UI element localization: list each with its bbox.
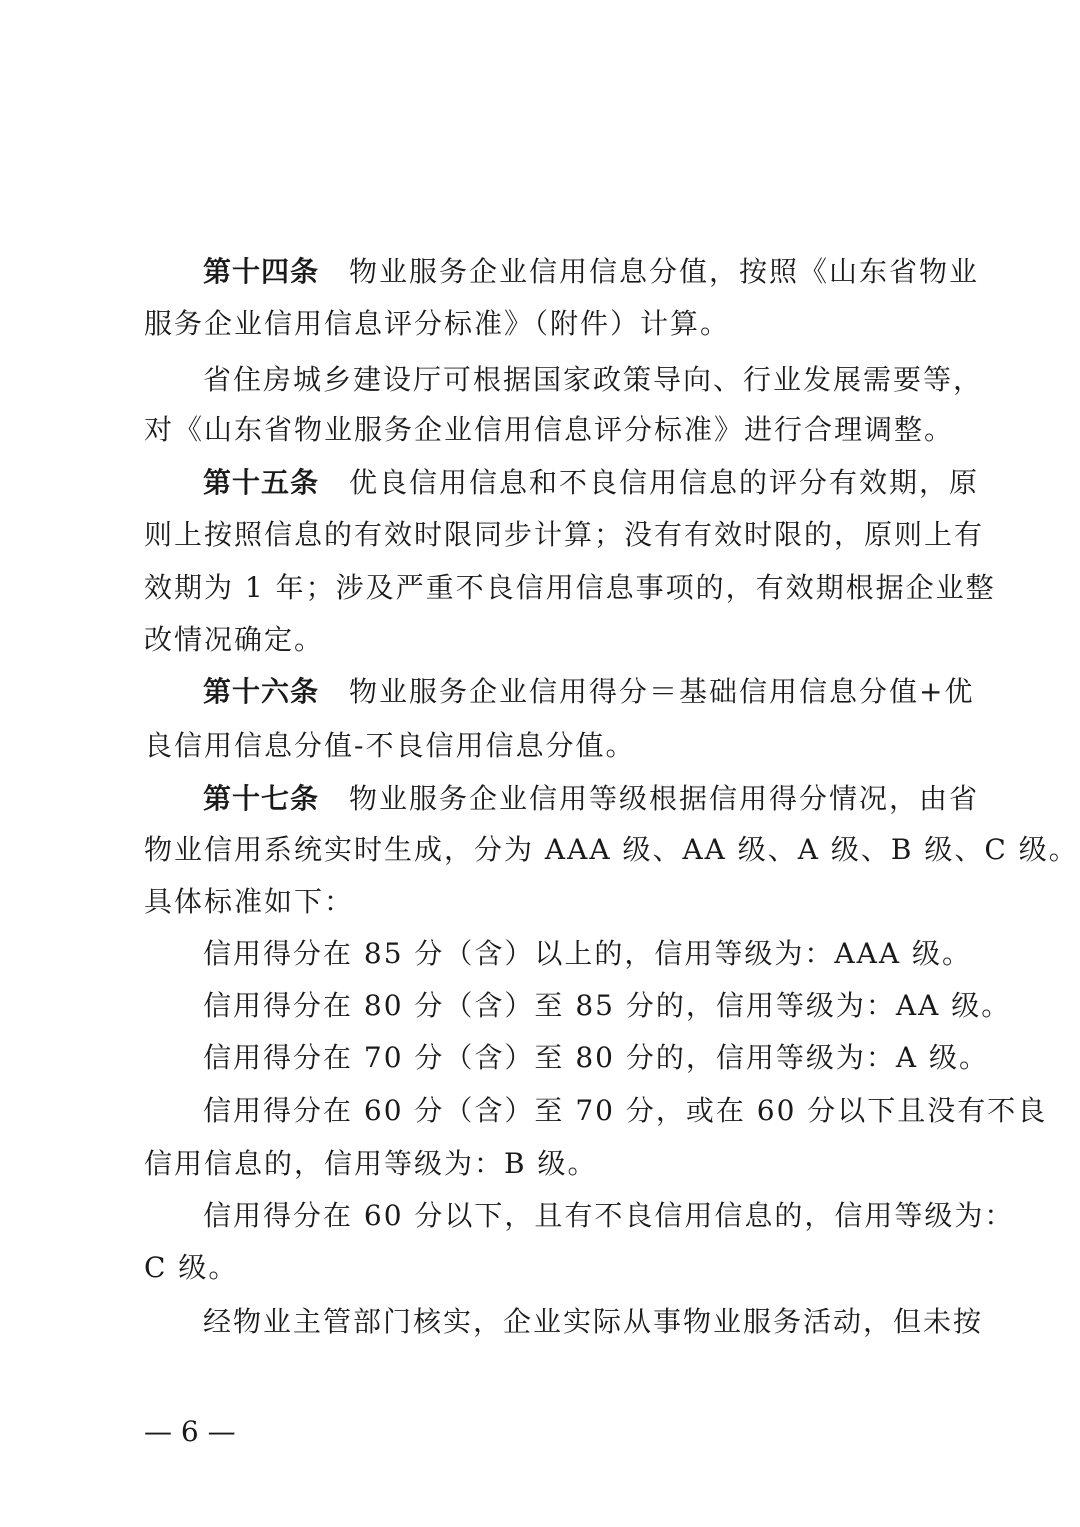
- article-14-para-2-line-2: 对《山东省物业服务企业信用信息评分标准》进行合理调整。: [144, 413, 955, 446]
- grade-a-rule: 信用得分在 70 分（含）至 80 分的，信用等级为：A 级。: [203, 1041, 989, 1074]
- grade-aa-rule: 信用得分在 80 分（含）至 85 分的，信用等级为：AA 级。: [203, 989, 1012, 1022]
- article-14-heading: 第十四条: [203, 255, 320, 288]
- article-14-line-2: 服务企业信用信息评分标准》（附件）计算。: [144, 307, 731, 340]
- article-16-line-2: 良信用信息分值-不良信用信息分值。: [144, 729, 636, 762]
- article-15-heading: 第十五条: [203, 466, 320, 499]
- grade-c-rule-line-1: 信用得分在 60 分以下，且有不良信用信息的，信用等级为：: [203, 1199, 1015, 1232]
- article-16-line-1: [203, 664, 975, 720]
- article-17-heading: 第十七条: [203, 782, 320, 815]
- article-15-line-1: [203, 455, 980, 511]
- grade-b-rule-line-2: 信用信息的，信用等级为：B 级。: [144, 1147, 598, 1180]
- article-17-line-2: 物业信用系统实时生成，分为 AAA 级、AA 级、A 级、B 级、C 级。: [144, 833, 1079, 866]
- article-16-heading: 第十六条: [203, 675, 320, 708]
- article-15-text: 优良信用信息和不良信用信息的评分有效期，原: [349, 466, 980, 499]
- article-14-line-1: [203, 244, 980, 300]
- article-14-para-2-line-1: 省住房城乡建设厅可根据国家政策导向、行业发展需要等，: [203, 363, 984, 396]
- article-17-line-3: 具体标准如下：: [144, 885, 355, 918]
- article-17-line-1: [203, 771, 980, 827]
- grade-b-rule-line-1: 信用得分在 60 分（含）至 70 分，或在 60 分以下且没有不良: [203, 1094, 1048, 1127]
- article-17-last-line: 经物业主管部门核实，企业实际从事物业服务活动，但未按: [203, 1305, 984, 1338]
- article-17-text: 物业服务企业信用等级根据信用得分情况，由省: [349, 782, 980, 815]
- article-16-text: 物业服务企业信用得分＝基础信用信息分值+优: [349, 675, 975, 708]
- article-15-line-2: 则上按照信息的有效时限同步计算；没有有效时限的，原则上有: [144, 518, 985, 551]
- grade-c-rule-line-2: C 级。: [144, 1251, 239, 1284]
- grade-aaa-rule: 信用得分在 85 分（含）以上的，信用等级为：AAA 级。: [203, 937, 972, 970]
- article-14-text: 物业服务企业信用信息分值，按照《山东省物业: [349, 255, 980, 288]
- article-15-line-4: 改情况确定。: [144, 623, 325, 656]
- page-number: — 6 —: [144, 1415, 236, 1448]
- article-15-line-3: 效期为 1 年；涉及严重不良信用信息事项的，有效期根据企业整: [144, 571, 996, 604]
